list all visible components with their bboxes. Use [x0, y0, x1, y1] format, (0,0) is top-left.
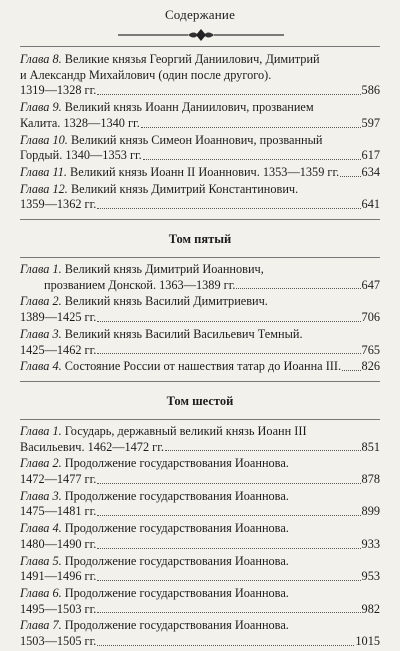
chapter-number: Глава 1. [20, 262, 62, 277]
page-number: 953 [361, 569, 380, 584]
dot-leader [143, 158, 361, 160]
entry-title-text: 1475—1481 гг. [20, 504, 97, 519]
toc-entry[interactable] [20, 359, 380, 375]
toc-entry[interactable] [20, 262, 380, 293]
chapter-number: Глава 2. [20, 456, 62, 471]
toc-entry[interactable] [20, 489, 380, 520]
toc-entry[interactable] [20, 52, 380, 99]
entry-title-text: 1503—1505 гг. [20, 634, 97, 649]
page-number: 586 [361, 83, 380, 98]
entry-last-line [20, 440, 380, 456]
entry-last-line [20, 148, 380, 164]
top-divider [20, 46, 380, 47]
toc-entry[interactable] [20, 521, 380, 552]
page-title: Содержание [164, 7, 236, 22]
entry-last-line [20, 310, 380, 326]
page-number: 878 [361, 472, 380, 487]
entry-title-text: Состояние России от нашествия татар до Иоанна III. [64, 359, 342, 374]
volume-heading: Том пятый [168, 232, 232, 247]
entry-title-text: Великий князь Симеон Иоаннович, прозванный [70, 132, 323, 147]
entry-last-line [20, 197, 380, 213]
entry-title-line [20, 294, 380, 310]
entry-title-text: Великий князь Димитрий Иоаннович, [64, 262, 264, 277]
toc-entry[interactable] [20, 100, 380, 131]
dot-leader [236, 287, 360, 289]
page-number: 826 [361, 359, 380, 374]
entry-title-line [20, 489, 380, 505]
chapter-number: Глава 3. [20, 326, 62, 341]
toc-entry[interactable] [20, 133, 380, 164]
entry-title-line [20, 521, 380, 537]
chapter-number: Глава 5. [20, 553, 62, 568]
entry-title-text: 1359—1362 гг. [20, 197, 97, 212]
entry-title-text: Великий князь Василий Васильевич Темный. [64, 326, 303, 341]
entry-title-text: прозванием Донской. 1363—1389 гг. [44, 277, 236, 292]
dot-leader [97, 207, 360, 209]
dot-leader [342, 369, 360, 371]
page-number: 1015 [355, 634, 380, 649]
entry-title-line [20, 424, 380, 440]
entry-title-text: 1491—1496 гг. [20, 569, 97, 584]
dot-leader [97, 611, 360, 613]
entry-title-line [20, 133, 380, 149]
entry-title-text: Гордый. 1340—1353 гг. [20, 148, 142, 163]
entry-title-text: 1480—1490 гг. [20, 536, 97, 551]
entry-title-line [20, 182, 380, 198]
entry-title-text: Продолжение государствования Иоаннова. [64, 618, 289, 633]
entry-title-line [20, 327, 380, 343]
entry-last-line [20, 569, 380, 585]
dot-leader [141, 126, 361, 128]
entry-title-text: Продолжение государствования Иоаннова. [64, 456, 289, 471]
entry-title-text: и Александр Михайлович (один после другого). [20, 67, 272, 82]
dot-leader [340, 175, 360, 177]
toc-entry[interactable] [20, 165, 380, 181]
dot-leader [97, 514, 360, 516]
entry-title-line [20, 100, 380, 116]
volume-divider [20, 257, 380, 258]
page-number: 647 [361, 277, 380, 292]
dot-leader [97, 482, 360, 484]
entry-last-line [20, 634, 380, 650]
chapter-number: Глава 4. [20, 521, 62, 536]
toc-entry[interactable] [20, 586, 380, 617]
entry-title-text: Продолжение государствования Иоаннова. [64, 585, 289, 600]
section-divider [20, 381, 380, 382]
entry-title-line [20, 52, 380, 68]
entry-title-text: 1495—1503 гг. [20, 601, 97, 616]
entry-title-text: Государь, державный великий князь Иоанн III [64, 423, 307, 438]
toc-entry[interactable] [20, 424, 380, 455]
dot-leader [97, 352, 360, 354]
toc-entry[interactable] [20, 182, 380, 213]
entry-title-text: Продолжение государствования Иоаннова. [64, 488, 289, 503]
toc-entry[interactable] [20, 456, 380, 487]
entry-last-line [20, 278, 380, 294]
dot-leader [97, 93, 360, 95]
volume-heading: Том шестой [166, 393, 234, 408]
entry-title-line [20, 68, 380, 84]
chapter-number: Глава 10. [20, 132, 68, 147]
page-number: 765 [361, 342, 380, 357]
dot-leader [97, 547, 360, 549]
dot-leader [97, 579, 360, 581]
section-divider [20, 219, 380, 220]
entry-last-line [20, 165, 380, 181]
toc-entry[interactable] [20, 618, 380, 649]
entry-last-line [20, 472, 380, 488]
volume-divider [20, 419, 380, 420]
chapter-number: Глава 1. [20, 423, 62, 438]
entry-last-line [20, 343, 380, 359]
entry-last-line [20, 83, 380, 99]
entry-title-text: Калита. 1328—1340 гг. [20, 115, 140, 130]
chapter-number: Глава 7. [20, 618, 62, 633]
entry-title-line [20, 554, 380, 570]
page-number: 899 [361, 504, 380, 519]
chapter-number: Глава 6. [20, 585, 62, 600]
chapter-number: Глава 8. [20, 52, 62, 66]
entry-title-line [20, 262, 380, 278]
chapter-number: Глава 4. [20, 359, 62, 374]
entry-last-line [20, 537, 380, 553]
page-number: 617 [361, 148, 380, 163]
chapter-number: Глава 3. [20, 488, 62, 503]
dot-leader [165, 449, 361, 451]
entry-title-text: Продолжение государствования Иоаннова. [64, 521, 289, 536]
entry-title-line [20, 456, 380, 472]
entry-last-line [20, 504, 380, 520]
dot-leader [97, 644, 354, 646]
entry-title-text: 1389—1425 гг. [20, 310, 97, 325]
chapter-number: Глава 12. [20, 181, 68, 196]
chapter-number: Глава 9. [20, 100, 62, 115]
toc-entry[interactable] [20, 554, 380, 585]
entry-title-text: 1425—1462 гг. [20, 342, 97, 357]
page-number: 982 [361, 601, 380, 616]
table-of-contents [20, 46, 380, 651]
entry-title-text: Великий князь Иоанн Даниилович, прозванием [64, 100, 314, 115]
chapter-number: Глава 2. [20, 294, 62, 309]
entry-last-line [20, 359, 380, 375]
dot-leader [97, 320, 360, 322]
page-number: 851 [361, 439, 380, 454]
entry-last-line [20, 602, 380, 618]
entry-title-text: 1472—1477 гг. [20, 472, 97, 487]
entry-title-text: Васильевич. 1462—1472 гг. [20, 439, 164, 454]
ornament-divider-icon [116, 28, 286, 42]
page-number: 641 [361, 197, 380, 212]
entry-title-line [20, 618, 380, 634]
entry-title-line [20, 586, 380, 602]
entry-title-text: Великий князь Димитрий Константинович. [70, 181, 299, 196]
page-number: 706 [361, 310, 380, 325]
chapter-number: Глава 11. [20, 164, 67, 179]
page-number: 634 [361, 164, 380, 179]
entry-title-text: Великие князья Георгий Даниилович, Димитрий [64, 52, 320, 66]
toc-entry[interactable] [20, 294, 380, 325]
toc-entry[interactable] [20, 327, 380, 358]
entry-last-line [20, 116, 380, 132]
entry-title-text: Продолжение государствования Иоаннова. [64, 553, 289, 568]
entry-title-text: Великий князь Василий Димитриевич. [64, 294, 268, 309]
entry-title-text: Великий князь Иоанн II Иоаннович. 1353—1359 гг. [70, 164, 340, 179]
page-number: 597 [361, 115, 380, 130]
page-number: 933 [361, 536, 380, 551]
entry-title-text: 1319—1328 гг. [20, 83, 97, 98]
